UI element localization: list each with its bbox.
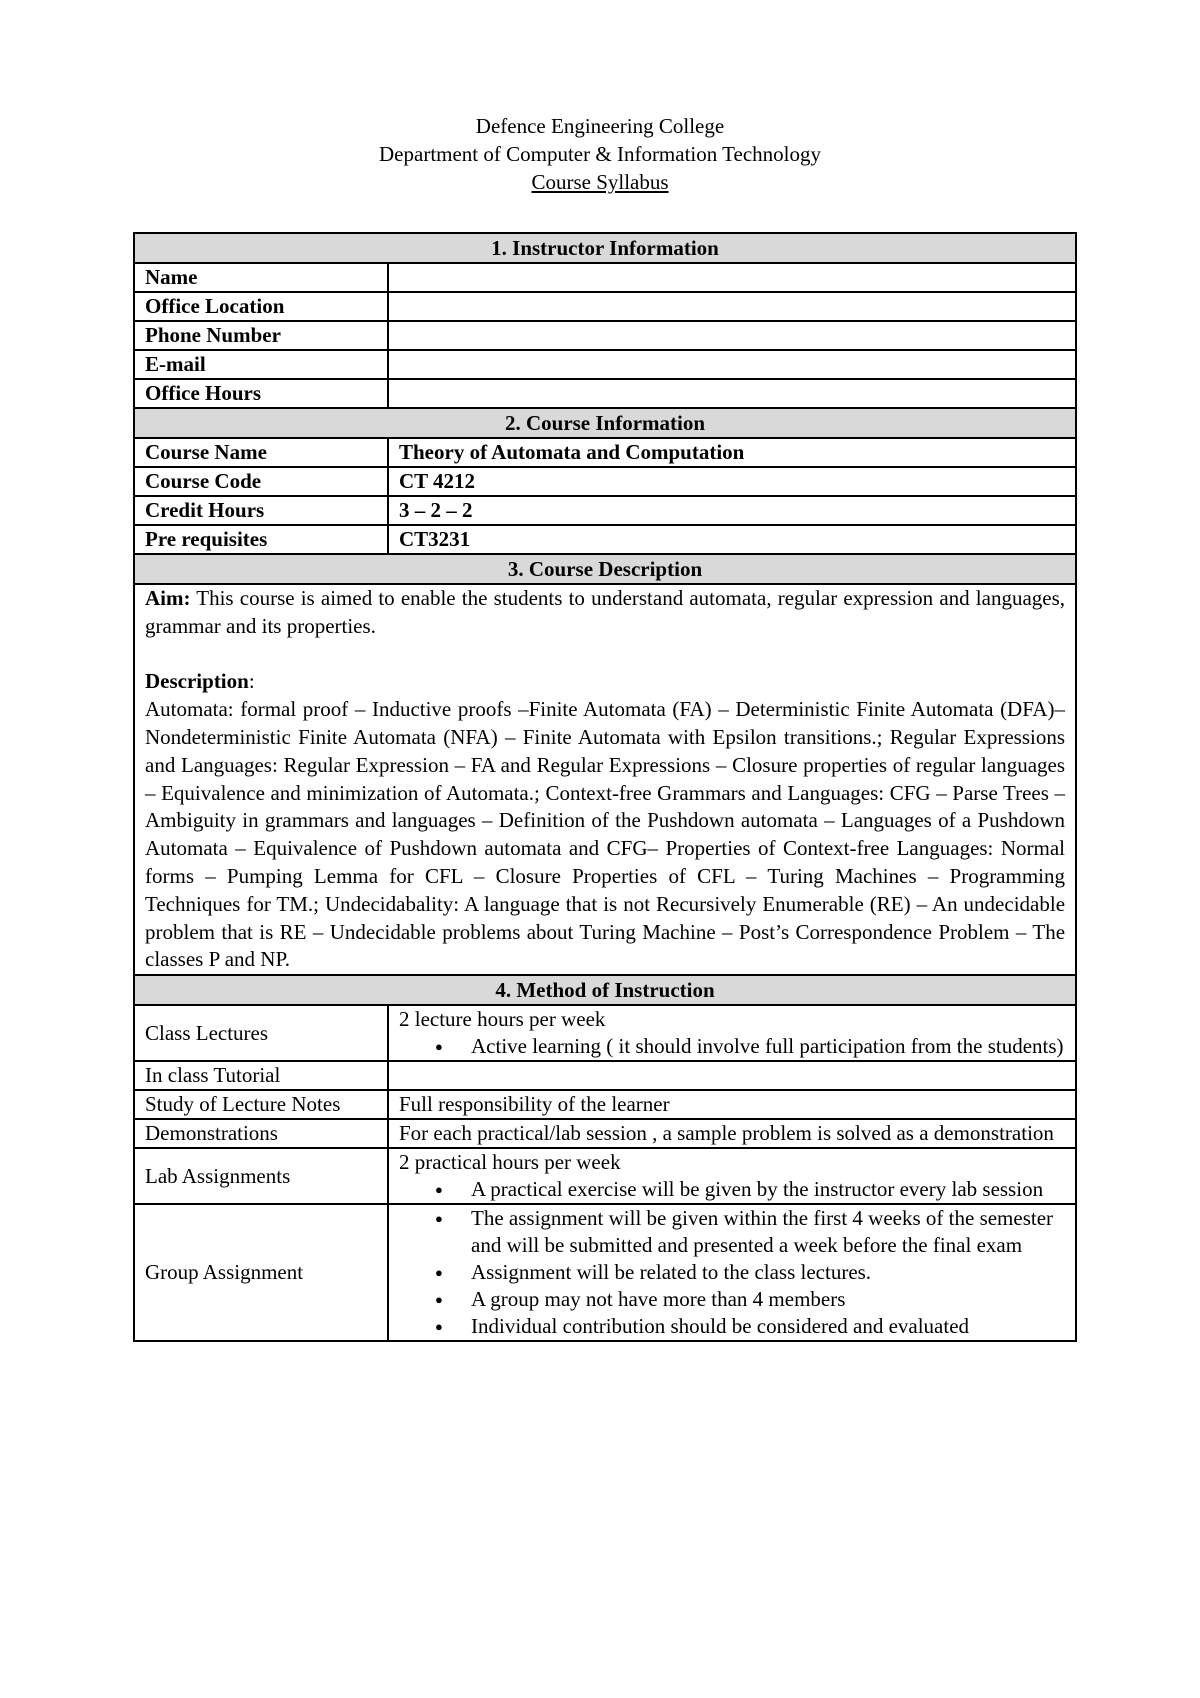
table-row [134,263,1076,292]
table-row [134,1061,1076,1090]
row-value [388,350,1076,379]
row-value: CT 4212 [388,467,1076,496]
document-header [0,112,1200,196]
description-text: Automata: formal proof – Inductive proofs –Finite Automata (FA) – Deterministic Finite Automata (DFA)– Nondeterministic Finite Automata (NFA) – Finite Automata with Epsilon transitions.; Regular Expressions and Languages: Regular Expression – FA and Regular Expressions – Closure properties of regular languages – Equivalence and minimization of Automata.; Context-free Grammars and Languages: CFG – Parse Trees – Ambiguity in grammars and languages – Definition of the Pushdown automata – Languages of a Pushdown Automata – Equivalence of Pushdown automata and CFG– Properties of Context-free Languages: Normal forms – Pumping Lemma for CFL – Closure Properties of CFL – Turing Machines – Programming Techniques for TM.; Undecidabality: A language that is not Recursively Enumerable (RE) – An undecidable problem that is RE – Undecidable problems about Turing Machine – Post’s Correspondence Problem – The classes P and NP. [145,697,1066,972]
row-label: E-mail [134,350,388,379]
course-description [134,584,1076,975]
row-label: Course Code [134,467,388,496]
table-row [134,1090,1076,1119]
list-item: ● Active learning ( it should involve full participation from the students) [471,1033,1065,1060]
row-value [388,1005,1076,1061]
department-name: Department of Computer & Information Technology [379,142,821,166]
row-label: Study of Lecture Notes [134,1090,388,1119]
document-title: Course Syllabus [531,170,669,194]
row-label: Class Lectures [134,1005,388,1061]
table-row [134,321,1076,350]
table-row [134,1119,1076,1148]
bullet-list [399,1205,1065,1340]
intro-text: 2 lecture hours per week [399,1007,606,1032]
list-item: ● A practical exercise will be given by the instructor every lab session [471,1176,1065,1203]
description-label-line [145,668,1065,696]
description-label: Description [145,669,249,694]
table-row [134,1204,1076,1341]
row-value [388,263,1076,292]
syllabus-table [133,232,1077,1342]
section-heading: 3. Course Description [134,554,1076,584]
section-heading: 4. Method of Instruction [134,975,1076,1005]
row-value [388,1148,1076,1204]
table-row [134,496,1076,525]
row-label: Group Assignment [134,1204,388,1341]
list-item: ● The assignment will be given within the first 4 weeks of the semester and will be submitted and presented a week before the final exam [471,1205,1065,1259]
list-item: ● Assignment will be related to the class lectures. [471,1259,1065,1286]
row-label: Phone Number [134,321,388,350]
instructor-section-header [134,233,1076,263]
row-label: Office Hours [134,379,388,408]
row-value [388,379,1076,408]
description-colon: : [248,669,255,694]
row-label: Demonstrations [134,1119,388,1148]
table-row [134,350,1076,379]
description-section-header [134,554,1076,584]
table-row [134,467,1076,496]
list-item: ● A group may not have more than 4 members [471,1286,1065,1313]
description-row [134,584,1076,975]
row-label: Lab Assignments [134,1148,388,1204]
row-value: 3 – 2 – 2 [388,496,1076,525]
aim-label: Aim: [145,586,191,610]
bullet-list [399,1176,1065,1203]
intro-text: 2 practical hours per week [399,1150,621,1175]
row-value: Full responsibility of the learner [388,1090,1076,1119]
college-name: Defence Engineering College [475,114,725,138]
row-label: Pre requisites [134,525,388,554]
section-heading: 2. Course Information [134,408,1076,438]
aim-paragraph [145,585,1065,641]
row-value: CT3231 [388,525,1076,554]
row-label: Name [134,263,388,292]
row-value [388,292,1076,321]
table-row [134,525,1076,554]
row-value: Theory of Automata and Computation [388,438,1076,467]
table-row [134,1005,1076,1061]
table-row [134,292,1076,321]
row-label: In class Tutorial [134,1061,388,1090]
table-row [134,379,1076,408]
list-item: ● Individual contribution should be considered and evaluated [471,1313,1065,1340]
row-value [388,1061,1076,1090]
row-label: Course Name [134,438,388,467]
table-row [134,1148,1076,1204]
row-label: Credit Hours [134,496,388,525]
table-row [134,438,1076,467]
bullet-list [399,1033,1065,1060]
aim-text: This course is aimed to enable the students to understand automata, regular expression and languages, grammar and its properties. [145,586,1066,638]
section-heading: 1. Instructor Information [134,233,1076,263]
row-label: Office Location [134,292,388,321]
row-value [388,1204,1076,1341]
row-value [388,321,1076,350]
method-section-header [134,975,1076,1005]
row-value: For each practical/lab session , a sample problem is solved as a demonstration [388,1119,1076,1148]
course-section-header [134,408,1076,438]
